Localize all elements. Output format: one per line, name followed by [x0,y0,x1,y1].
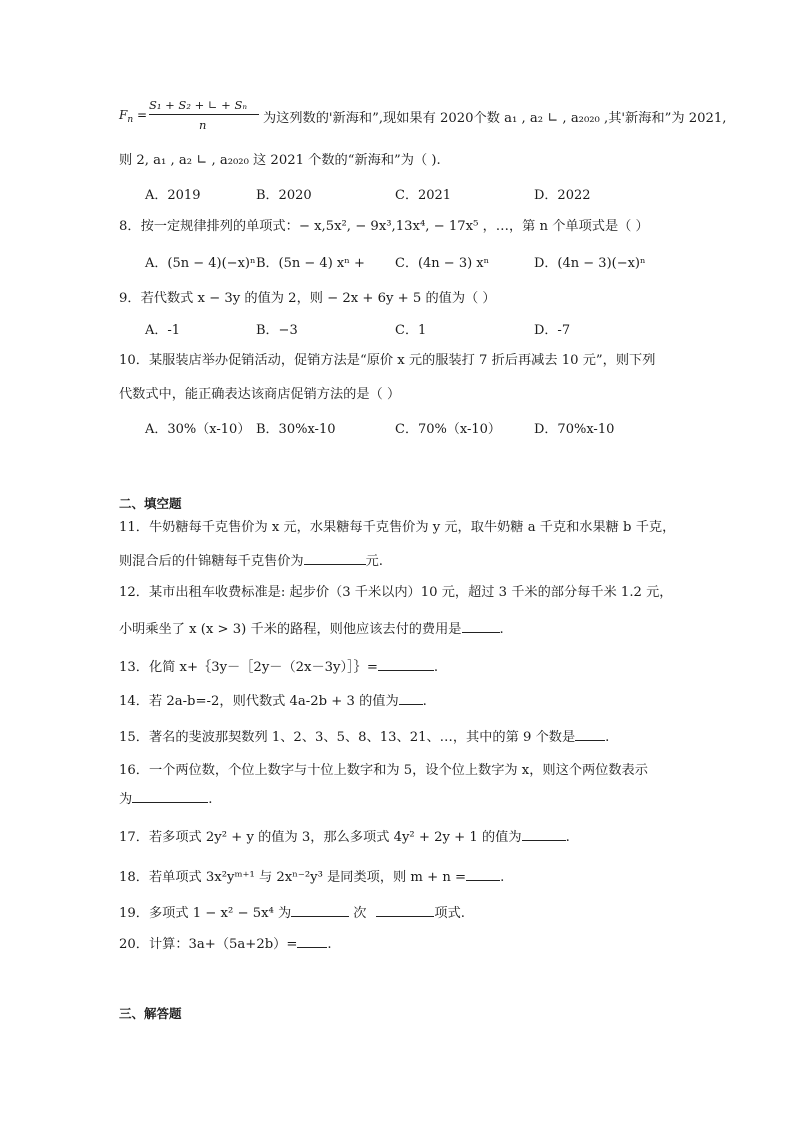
q15-line: 15．著名的斐波那契数列 1、2、3、5、8、13、21、…，其中的第 9 个数是 . [119,730,610,745]
q10-option-a[interactable]: A．30%（x-10） [145,422,251,437]
q19-terms-blank[interactable] [376,904,434,917]
q19-degree-blank[interactable] [291,904,349,917]
q11-line2: 则混合后的什锦糖每千克售价为 元. [119,554,384,569]
q11-answer-blank[interactable] [304,552,366,565]
q8-option-b[interactable]: B．(5n − 4) xⁿ + [256,256,365,271]
q18-line: 18．若单项式 3x²yᵐ⁺¹ 与 2xⁿ⁻²y³ 是同类项，则 m + n = . [119,870,505,885]
q14-line: 14．若 2a-b=-2，则代数式 4a-2b + 3 的值为 . [119,694,427,709]
q17-answer-blank[interactable] [522,828,566,841]
q10-option-d[interactable]: D．70%x-10 [534,422,615,437]
q7-line2: 则 2, a₁ , a₂ ∟ , a₂₀₂₀ 这 2021 个数的“新海和”为（ ). [119,153,441,168]
q7-option-d[interactable]: D．2022 [534,188,591,203]
q9-option-d[interactable]: D．-7 [534,323,571,338]
q10-option-c[interactable]: C．70%（x-10） [395,422,501,437]
q16-line1: 16．一个两位数，个位上数字与十位上数字和为 5，设个位上数字为 x，则这个两位数表示 [119,763,648,778]
q10-line1: 10．某服装店举办促销活动，促销方法是“原价 x 元的服装打 7 折后再减去 10 元”，则下列 [119,353,656,368]
q7-option-c[interactable]: C．2021 [395,188,452,203]
q12-line1: 12．某市出租车收费标准是: 起步价（3 千米以内）10 元，超过 3 千米的部分每千米 1.2 元， [119,585,673,600]
fraction-numerator: S₁ + S₂ + ∟ + Sₙ [149,98,247,112]
q9-option-c[interactable]: C．1 [395,323,427,338]
q9-option-b[interactable]: B．−3 [256,323,298,338]
q12-line2: 小明乘坐了 x (x > 3) 千米的路程，则他应该去付的费用是 . [119,622,504,637]
q20-answer-blank[interactable] [297,935,327,948]
q8-option-c[interactable]: C．(4n − 3) xⁿ [395,256,490,271]
fn-symbol: $F_n$ = [119,108,147,125]
q15-answer-blank[interactable] [575,728,605,741]
q17-line: 17．若多项式 2y² + y 的值为 3，那么多项式 4y² + 2y + 1 的值为 . [119,830,570,845]
q18-answer-blank[interactable] [466,868,500,881]
q10-option-b[interactable]: B．30%x-10 [256,422,336,437]
q16-line2: 为 . [119,792,213,807]
q12-answer-blank[interactable] [462,620,500,633]
q10-line2: 代数式中，能正确表达该商店促销方法的是（ ） [119,387,401,402]
q16-answer-blank[interactable] [132,790,208,803]
section-fill-in-title: 二、填空题 [119,496,182,511]
q8-stem: 8．按一定规律排列的单项式：− x,5x², − 9x³,13x⁴, − 17x⁵ ，…，第 n 个单项式是（ ） [119,219,649,234]
fraction-denominator: n [199,118,207,132]
section-solve-title: 三、解答题 [119,1006,182,1021]
q8-option-a[interactable]: A．(5n − 4)(−x)ⁿ [145,256,256,271]
q9-stem: 9．若代数式 x − 3y 的值为 2，则 − 2x + 6y + 5 的值为（ ） [119,291,496,306]
q20-line: 20．计算：3a+（5a+2b）= . [119,937,332,952]
q11-line1: 11．牛奶糖每千克售价为 x 元，水果糖每千克售价为 y 元，取牛奶糖 a 千克和水果糖 b 千克， [119,520,676,535]
q7-line1: 为这列数的'新海和”,现如果有 2020个数 a₁ , a₂ ∟ , a₂₀₂₀ ,其'新海和”为 2021, [263,111,727,126]
q19-line: 19．多项式 1 − x² − 5x⁴ 为 次 项式. [119,906,465,921]
q13-answer-blank[interactable] [378,658,434,671]
fn-formula [119,98,279,138]
q7-option-a[interactable]: A．2019 [145,188,201,203]
q13-line: 13．化简 x+｛3y－［2y－（2x－3y）］｝= . [119,660,439,675]
q7-option-b[interactable]: B．2020 [256,188,312,203]
q8-option-d[interactable]: D．(4n − 3)(−x)ⁿ [534,256,646,271]
fraction-bar [149,114,259,115]
q14-answer-blank[interactable] [399,692,423,705]
q9-option-a[interactable]: A．-1 [145,323,181,338]
